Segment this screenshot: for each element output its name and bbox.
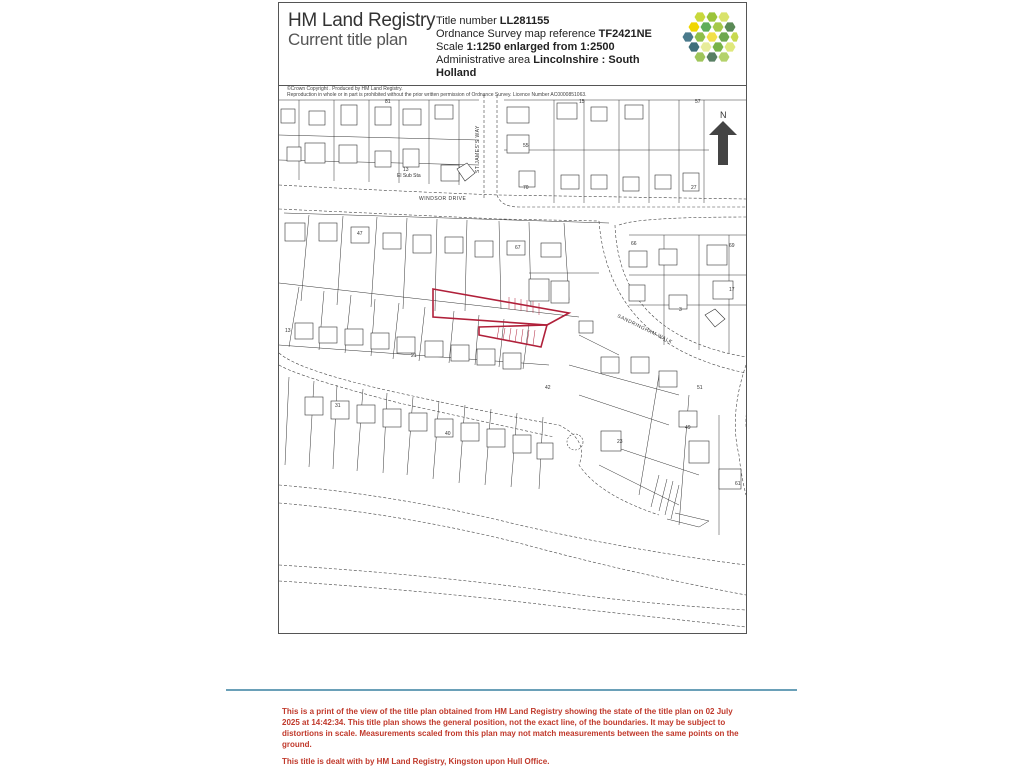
house-number: 67 (515, 245, 521, 251)
title-number-label: Title number (436, 15, 497, 27)
os-ref-label: Ordnance Survey map reference (436, 28, 596, 40)
document-type: Current title plan (288, 30, 408, 49)
house-number: 61 (735, 481, 741, 487)
substation-label: El Sub Sta (397, 173, 421, 179)
brand-name: HM Land Registry (288, 10, 436, 31)
house-number: 31 (335, 403, 341, 409)
house-number: 49 (685, 425, 691, 431)
road-label-sandringham-walk: SANDRINGHAM WALK (616, 313, 674, 346)
house-number: 17 (729, 287, 735, 293)
title-plan-sheet (278, 2, 747, 634)
house-number: 66 (631, 241, 637, 247)
reproduction-notice: Reproduction in whole or in part is prohibited without the prior written permission of Ordnance Survey. Licence Number AC0000851063. (287, 92, 587, 98)
title-number: LL281155 (499, 15, 550, 27)
house-number: 55 (523, 143, 529, 149)
scale-label: Scale (436, 41, 464, 53)
house-number: 21 (411, 353, 417, 359)
ordnance-survey-map (279, 95, 746, 633)
house-number: 40 (445, 431, 451, 437)
north-arrow (709, 110, 737, 165)
road-label-st-jamess-way: ST JAMES'S WAY (475, 125, 481, 173)
road-label-windsor-drive: WINDSOR DRIVE (419, 196, 467, 202)
house-number: 70 (523, 185, 529, 191)
plan-metadata (436, 15, 676, 80)
plan-header (279, 3, 746, 86)
office-notice: This title is dealt with by HM Land Registry, Kingston upon Hull Office. (282, 757, 550, 766)
house-number: 27 (691, 185, 697, 191)
house-number: 47 (357, 231, 363, 237)
house-number: 13 (285, 328, 291, 334)
house-number: 81 (385, 99, 391, 105)
house-number: 15 (579, 99, 585, 105)
house-number: 42 (545, 385, 551, 391)
copyright-line: ©Crown Copyright . Produced by HM Land Registry. (287, 86, 403, 92)
house-number: 3 (679, 307, 682, 313)
print-notice: This is a print of the view of the title plan obtained from HM Land Registry showing the state of the title plan on 02 July 2025 at 14:42:34. This title plan shows the general position, not the exact line, of the boundaries. It may be subject to distortions in scale. Measurements scaled from this plan may not match measurements between the same points on the ground. (282, 707, 739, 749)
north-label: N (720, 110, 727, 120)
os-ref: TF2421NE (598, 28, 652, 40)
admin-area: Lincolnshire : South Holland (436, 54, 640, 79)
footer-divider (226, 689, 797, 691)
scale-value: 1:1250 enlarged from 1:2500 (466, 41, 615, 53)
house-number: 69 (729, 243, 735, 249)
house-number: 57 (695, 99, 701, 105)
house-number: 13 (403, 167, 409, 173)
house-number: 51 (697, 385, 703, 391)
admin-area-label: Administrative area (436, 54, 531, 66)
house-number: 23 (617, 439, 623, 445)
hm-land-registry-logo (679, 9, 739, 67)
